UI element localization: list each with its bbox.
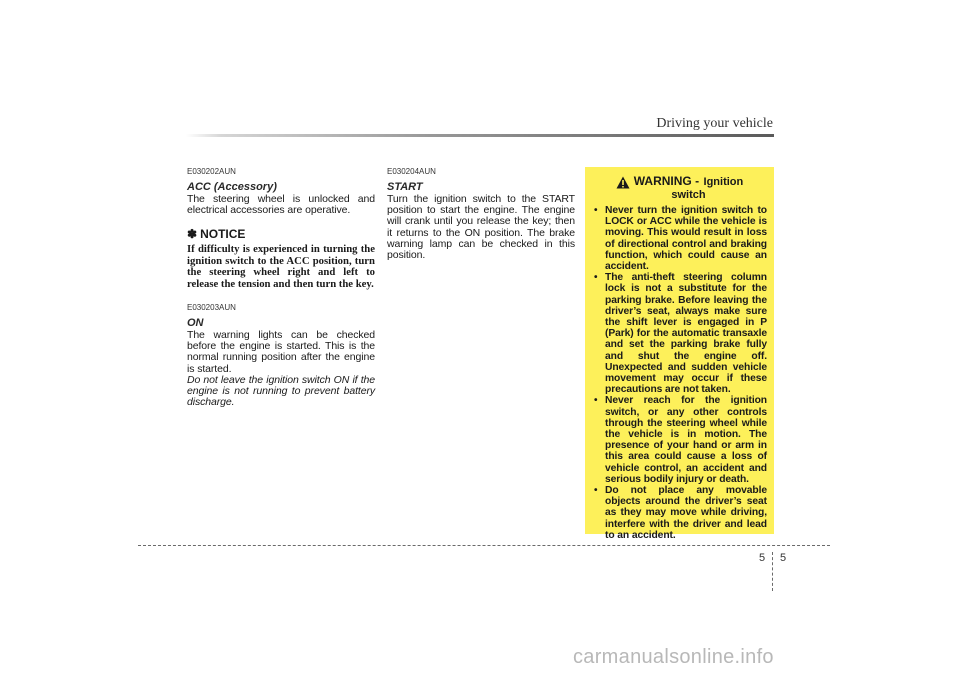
notice-heading (187, 227, 375, 241)
warning-triangle-icon (616, 176, 630, 189)
section-number: 5 (758, 552, 766, 564)
notice-section (187, 227, 375, 290)
warning-title-line1: Ignition (703, 176, 744, 188)
notice-text: If difficulty is experienced in turning the ignition switch to the ACC position, turn the steering wheel right and left to release the tension and then turn the key. (187, 243, 375, 290)
acc-text: The steering wheel is unlocked and electrical accessories are operative. (187, 193, 375, 217)
section-code: E030204AUN (387, 167, 436, 176)
warning-title-line2: switch (671, 189, 706, 201)
warning-item: • Never turn the ignition switch to LOCK or ACC while the vehicle is moving. This would result in loss of directional control and braking function, which could cause an accident. (592, 205, 767, 272)
on-section (187, 303, 375, 408)
warning-item: • Never reach for the ignition switch, or any other controls through the steering wheel while the vehicle is in motion. The presence of your hand or arm in this area could cause a loss of vehicle control, an accident and serious bodily injury or death. (592, 395, 767, 485)
on-text: The warning lights can be checked before the engine is started. This is the normal running position after the engine is started. (187, 329, 375, 375)
start-heading: START (387, 181, 423, 193)
watermark: carmanualsonline.info (573, 646, 774, 668)
notice-star-icon: ✽ (187, 227, 198, 242)
acc-section (187, 167, 375, 216)
section-code: E030202AUN (187, 167, 236, 176)
on-caution-text: Do not leave the ignition switch ON if the engine is not running to prevent battery discharge. (187, 373, 375, 409)
section-code: E030203AUN (187, 303, 236, 313)
warning-box (585, 167, 774, 541)
warning-item: • The anti-theft steering column lock is not a substitute for the parking brake. Before leaving the driver’s seat, always make sure the shift lever is engaged in P (Park) for the automatic transaxle and set the parking brake fully and shut the engine off. Unexpected and sudden vehicle movement may occur if these precautions are not taken. (592, 272, 767, 395)
left-column (187, 167, 375, 408)
start-text: Turn the ignition switch to the START position to start the engine. The engine will crank until you release the key; then it returns to the ON position. The brake warning lamp can be checked in this position. (387, 193, 575, 262)
warning-title (634, 175, 744, 201)
warning-item: • Do not place any movable objects around the driver’s seat as they may move while driving, interfere with the driver and lead to an accident. (592, 485, 767, 541)
middle-column (387, 167, 575, 261)
warning-list (592, 205, 767, 541)
warning-word: WARNING - (633, 174, 700, 188)
footer-rule (138, 545, 830, 546)
warning-header (592, 175, 767, 201)
page-number-value: 5 (779, 552, 787, 564)
start-section (387, 167, 575, 261)
on-heading: ON (187, 317, 204, 330)
notice-label: NOTICE (200, 227, 246, 242)
header-rule (186, 134, 774, 137)
page-number (752, 552, 793, 591)
page-header-title: Driving your vehicle (656, 116, 773, 131)
acc-heading: ACC (Accessory) (187, 181, 277, 193)
